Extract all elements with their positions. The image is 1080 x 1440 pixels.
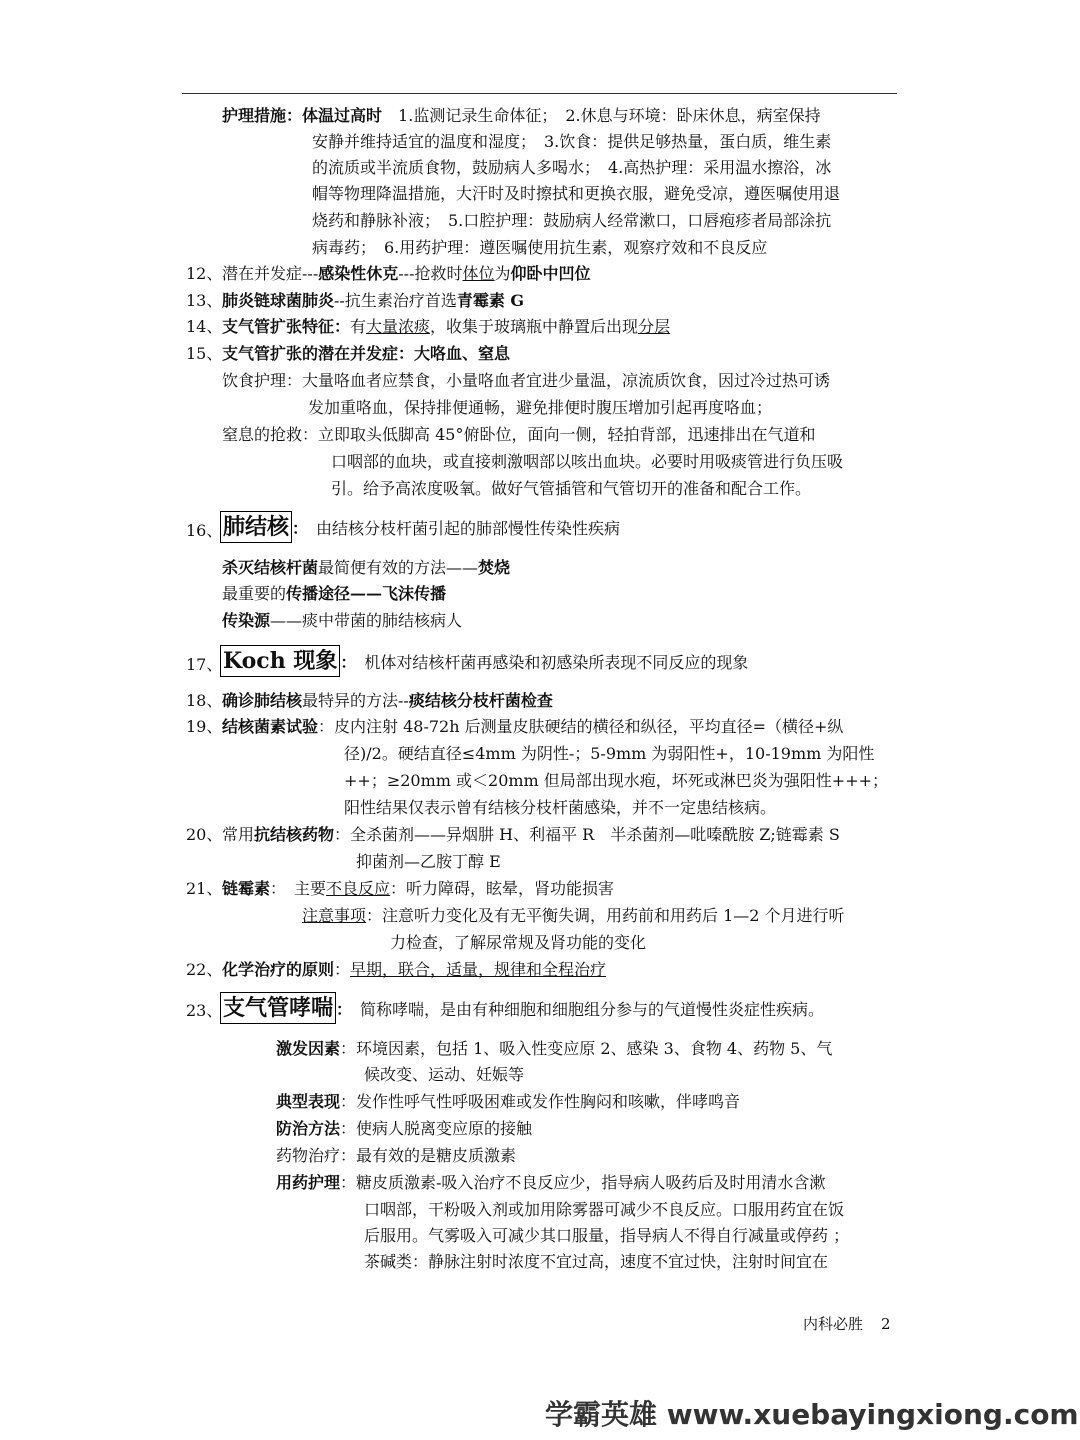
- drug-therapy: 药物治疗：最有效的是糖皮质激素: [276, 1146, 517, 1165]
- trigger-factors-line-2: 候改变、运动、妊娠等: [364, 1065, 525, 1084]
- item-23-heading: 支气管哮喘 ： 简称哮喘，是由有种细胞和细胞组分参与的气道慢性炎症性疾病。: [220, 992, 824, 1027]
- item-number-20: 20、: [186, 825, 223, 844]
- rescue-line-1: 窒息的抢救：立即取头低脚高 45°俯卧位，面向一侧，轻拍背部，迅速排出在气道和: [222, 425, 816, 444]
- care-line-3: 的流质或半流质食物，鼓励病人多喝水； 4.高热护理：采用温水擦浴，冰: [312, 158, 832, 177]
- item-15-title: 支气管扩张的潜在并发症：大咯血、窒息: [222, 344, 511, 363]
- item-19-line-1: 结核菌素试验：皮内注射 48-72h 后测量皮肤硬结的横径和纵径，平均直径=（横径+纵: [222, 717, 844, 736]
- item-number-19: 19、: [186, 717, 223, 736]
- care-line-1: 护理措施：体温过高时 1.监测记录生命体征； 2.休息与环境：卧床休息，病室保持: [222, 106, 821, 125]
- item-16-line-3: 传染源——痰中带菌的肺结核病人: [222, 611, 463, 630]
- item-21-line-2: 注意事项：注意听力变化及有无平衡失调，用药前和用药后 1—2 个月进行听: [302, 906, 845, 925]
- item-number-16: 16、: [186, 521, 223, 540]
- koch-box: Koch 现象: [220, 645, 340, 677]
- care-line-2: 安静并维持适宜的温度和湿度； 3.饮食：提供足够热量，蛋白质，维生素: [312, 132, 832, 151]
- item-22: 化学治疗的原则：早期，联合，适量，规律和全程治疗: [222, 960, 607, 979]
- item-20-line-2: 抑菌剂—乙胺丁醇 E: [356, 852, 501, 871]
- item-number-23: 23、: [186, 1001, 223, 1020]
- item-16-line-1: 杀灭结核杆菌最简便有效的方法——焚烧: [222, 558, 511, 577]
- item-19-line-4: 阳性结果仅表示曾有结核分枝杆菌感染，并不一定患结核病。: [344, 798, 777, 817]
- care-line-4: 帽等物理降温措施，大汗时及时擦拭和更换衣服，避免受凉，遵医嘱使用退: [312, 184, 841, 203]
- medication-care-line-4: 茶碱类：静脉注射时浓度不宜过高，速度不宜过快，注射时间宜在: [364, 1252, 829, 1271]
- rescue-line-3: 引。给予高浓度吸氧。做好气管插管和气管切开的准备和配合工作。: [331, 479, 812, 498]
- typical-manifestation: 典型表现：发作性呼气性呼吸困难或发作性胸闷和咳嗽，伴哮鸣音: [276, 1092, 741, 1111]
- medication-care-line-3: 后服用。气雾吸入可减少其口服量，指导病人不得自行减量或停药 ；: [364, 1226, 850, 1245]
- item-21-line-3: 力检查，了解尿常规及肾功能的变化: [390, 933, 647, 952]
- item-13: 肺炎链球菌肺炎--抗生素治疗首选青霉素 G: [222, 291, 525, 310]
- page-number: 2: [881, 1315, 891, 1333]
- item-20-line-1: 常用抗结核药物：全杀菌剂——异烟肼 H、利福平 R 半杀菌剂—吡嗪酰胺 Z;链霉素 S: [222, 825, 840, 844]
- item-number-12: 12、: [186, 264, 223, 283]
- item-19-line-3: ++；≥20mm 或＜20mm 但局部出现水疱，坏死或淋巴炎为强阳性+++；: [344, 771, 889, 790]
- asthma-box: 支气管哮喘: [220, 992, 336, 1024]
- item-17-heading: Koch 现象 ： 机体对结核杆菌再感染和初感染所表现不同反应的现象: [220, 645, 748, 680]
- watermark: 学霸英雄 www.xuebayingxiong.com: [545, 1398, 1079, 1431]
- diet-care-line-1: 饮食护理：大量咯血者应禁食，小量咯血者宜进少量温，凉流质饮食，因过冷过热可诱: [222, 371, 831, 390]
- item-number-13: 13、: [186, 291, 223, 310]
- rescue-line-2: 口咽部的血块，或直接刺激咽部以咳出血块。必要时用吸痰管进行负压吸: [331, 452, 844, 471]
- item-12: 潜在并发症---感染性休克---抢救时体位为仰卧中凹位: [222, 264, 591, 283]
- item-number-22: 22、: [186, 960, 223, 979]
- prevention-method: 防治方法：使病人脱离变应原的接触: [276, 1119, 533, 1138]
- item-18: 确诊肺结核最特异的方法--痰结核分枝杆菌检查: [222, 691, 553, 710]
- care-line-6: 病毒药； 6.用药护理：遵医嘱使用抗生素，观察疗效和不良反应: [312, 238, 768, 257]
- item-number-15: 15、: [186, 344, 223, 363]
- item-number-17: 17、: [186, 655, 223, 674]
- item-number-14: 14、: [186, 317, 223, 336]
- item-number-21: 21、: [186, 879, 223, 898]
- diet-care-line-2: 发加重咯血，保持排便通畅，避免排便时腹压增加引起再度咯血；: [308, 398, 773, 417]
- medication-care-line-1: 用药护理：糖皮质激素-吸入治疗不良反应少，指导病人吸药后及时用清水含漱: [276, 1173, 826, 1192]
- tuberculosis-box: 肺结核: [220, 511, 292, 543]
- item-16-line-2: 最重要的传播途径——飞沫传播: [222, 584, 447, 603]
- medication-care-line-2: 口咽部，干粉吸入剂或加用除雾器可减少不良反应。口服用药宜在饭: [364, 1200, 845, 1219]
- care-line-5: 烧药和静脉补液； 5.口腔护理：鼓励病人经常漱口，口唇疱疹者局部涂抗: [312, 211, 832, 230]
- item-21-line-1: 链霉素： 主要不良反应：听力障碍，眩晕，肾功能损害: [222, 879, 615, 898]
- item-19-line-2: 径)/2。硬结直径≤4mm 为阴性-；5-9mm 为弱阳性+，10-19mm 为阳性: [344, 744, 875, 763]
- page-footer: [803, 1313, 891, 1334]
- item-number-18: 18、: [186, 691, 223, 710]
- item-14: 支气管扩张特征：有大量浓痰，收集于玻璃瓶中静置后出现分层: [222, 317, 671, 336]
- item-16-heading: 肺结核 ： 由结核分枝杆菌引起的肺部慢性传染性疾病: [220, 511, 620, 546]
- trigger-factors-line-1: 激发因素：环境因素，包括 1、吸入性变应原 2、感染 3、食物 4、药物 5、气: [276, 1039, 833, 1058]
- footer-title: 内科必胜: [803, 1315, 864, 1333]
